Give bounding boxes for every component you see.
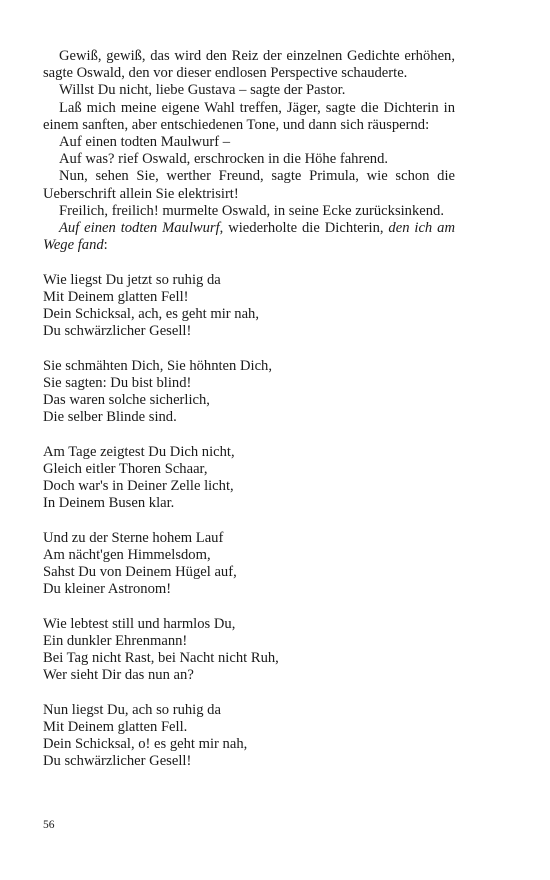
paragraph: Laß mich meine eigene Wahl treffen, Jäger, sagte die Dichterin in einem sanften, aber entschiedenen Tone, und dann sich räuspernd:	[43, 99, 455, 133]
stanza	[43, 272, 455, 341]
stanza	[43, 444, 455, 513]
paragraph: Auf einen todten Maulwurf –	[59, 134, 231, 151]
verse-line: Mit Deinem glatten Fell!	[43, 288, 189, 305]
prose-section	[43, 48, 455, 254]
stanza-gap	[43, 684, 455, 701]
intro-text: , wiederholte die Dichterin,	[219, 220, 389, 237]
verse-line: Doch war's in Deiner Zelle licht,	[43, 478, 234, 495]
verse-line: Am nächt'gen Himmelsdom,	[43, 546, 211, 563]
verse-line: Gleich eitler Thoren Schaar,	[43, 460, 208, 477]
poem-title: Auf einen todten Maulwurf	[59, 220, 220, 237]
verse-line: Mit Deinem glatten Fell.	[43, 718, 188, 735]
paragraph: Auf was? rief Oswald, erschrocken in die Höhe fahrend.	[59, 151, 389, 168]
verse-line: Wie liegst Du jetzt so ruhig da	[43, 271, 221, 288]
page-body	[43, 48, 455, 770]
verse-line: Wer sieht Dir das nun an?	[43, 667, 194, 684]
paragraph: Willst Du nicht, liebe Gustava – sagte der Pastor.	[59, 82, 346, 99]
verse-line: Sie schmähten Dich, Sie höhnten Dich,	[43, 357, 272, 374]
verse-line: Du schwärzlicher Gesell!	[43, 753, 192, 770]
page-number: 56	[43, 819, 55, 831]
poem	[43, 254, 455, 770]
verse-line: Die selber Blinde sind.	[43, 409, 177, 426]
paragraph: Gewiß, gewiß, das wird den Reiz der einzelnen Gedichte erhöhen, sagte Oswald, den vor dieser endlosen Perspective schauderte.	[43, 48, 455, 82]
verse-line: Dein Schicksal, ach, es geht mir nah,	[43, 306, 260, 323]
verse-line: Du schwärzlicher Gesell!	[43, 323, 192, 340]
verse-line: Das waren solche sicherlich,	[43, 392, 210, 409]
stanza	[43, 358, 455, 427]
verse-line: Ein dunkler Ehrenmann!	[43, 632, 188, 649]
poem-subtitle: den ich am Wege fand	[43, 220, 455, 254]
stanza	[43, 530, 455, 599]
stanza-gap	[43, 340, 455, 357]
stanza-gap	[43, 598, 455, 615]
stanza	[43, 616, 455, 685]
verse-line: Nun liegst Du, ach so ruhig da	[43, 701, 221, 718]
verse-line: Und zu der Sterne hohem Lauf	[43, 529, 224, 546]
verse-line: Du kleiner Astronom!	[43, 581, 172, 598]
verse-line: Bei Tag nicht Rast, bei Nacht nicht Ruh,	[43, 650, 279, 667]
verse-line: Sie sagten: Du bist blind!	[43, 374, 192, 391]
stanza	[43, 702, 455, 771]
verse-line: Dein Schicksal, o! es geht mir nah,	[43, 736, 248, 753]
paragraph: Freilich, freilich! murmelte Oswald, in seine Ecke zurücksinkend.	[59, 202, 444, 219]
verse-line: Wie lebtest still und harmlos Du,	[43, 615, 236, 632]
verse-line: Sahst Du von Deinem Hügel auf,	[43, 564, 237, 581]
stanza-gap	[43, 254, 455, 271]
stanza-gap	[43, 426, 455, 443]
paragraph: Nun, sehen Sie, werther Freund, sagte Primula, wie schon die Ueberschrift allein Sie elektrisirt!	[43, 168, 455, 202]
stanza-gap	[43, 512, 455, 529]
paragraph-poem-intro	[43, 220, 455, 254]
intro-colon: :	[103, 237, 108, 254]
verse-line: Am Tage zeigtest Du Dich nicht,	[43, 443, 235, 460]
verse-line: In Deinem Busen klar.	[43, 495, 175, 512]
